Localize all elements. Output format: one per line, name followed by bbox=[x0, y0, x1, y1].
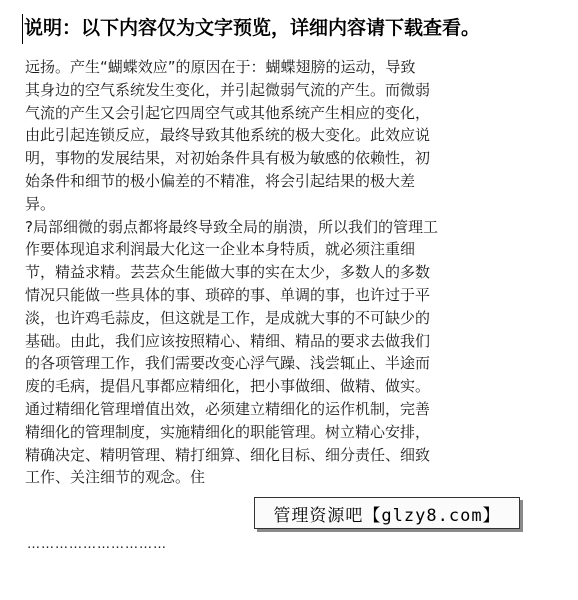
text-line: 淡，也许鸡毛蒜皮，但这就是工作，是成就大事的不可缺少的 bbox=[25, 308, 431, 327]
text-line: 始条件和细节的极小偏差的不精准，将会引起结果的极大差 bbox=[25, 171, 416, 190]
text-line: 远扬。产生“蝴蝶效应”的原因在于：蝴蝶翅膀的运动，导致 bbox=[25, 58, 416, 76]
text-line: 精细化的管理制度，实施精细化的职能管理。树立精心安排， bbox=[25, 422, 431, 441]
watermark-badge: 管理资源吧【glzy8.com】 bbox=[254, 497, 520, 529]
text-line: 由此引起连锁反应，最终导致其他系统的极大变化。此效应说 bbox=[25, 126, 431, 145]
text-line: 节，精益求精。芸芸众生能做大事的实在太少，多数人的多数 bbox=[25, 263, 431, 282]
text-line: 通过精细化管理增值出效，必须建立精细化的运作机制，完善 bbox=[25, 399, 431, 418]
text-line: 作要体现追求利润最大化这一企业本身特质，就必须注重细 bbox=[25, 240, 416, 259]
text-line: 工作、关注细节的观念。住 bbox=[25, 468, 206, 487]
text-cursor bbox=[22, 14, 23, 44]
preview-notice: 说明：以下内容仅为文字预览，详细内容请下载查看。 bbox=[24, 17, 481, 39]
text-line: 的各项管理工作，我们需要改变心浮气躁、浅尝辄止、半途而 bbox=[25, 354, 431, 373]
text-line: 基础。由此，我们应该按照精心、精细、精品的要求去做我们 bbox=[25, 331, 431, 350]
text-line: 其身边的空气系统发生变化，并引起微弱气流的产生。而微弱 bbox=[25, 80, 431, 99]
text-line: 情况只能做一些具体的事、琐碎的事、单调的事，也许过于平 bbox=[25, 285, 431, 304]
text-line: 气流的产生又会引起它四周空气或其他系统产生相应的变化， bbox=[25, 103, 431, 122]
text-line: 明，事物的发展结果，对初始条件具有极为敏感的依赖性，初 bbox=[25, 149, 431, 168]
ellipsis-dots: ………………………… bbox=[27, 537, 167, 552]
text-line: ?局部细微的弱点都将最终导致全局的崩溃，所以我们的管理工 bbox=[25, 217, 438, 236]
text-line: 精确决定、精明管理、精打细算、细化目标、细分责任、细致 bbox=[25, 445, 431, 464]
text-line: 废的毛病，提倡凡事都应精细化，把小事做细、做精、做实。 bbox=[25, 377, 431, 396]
document-body bbox=[25, 56, 545, 489]
text-line: 异。 bbox=[25, 194, 56, 213]
